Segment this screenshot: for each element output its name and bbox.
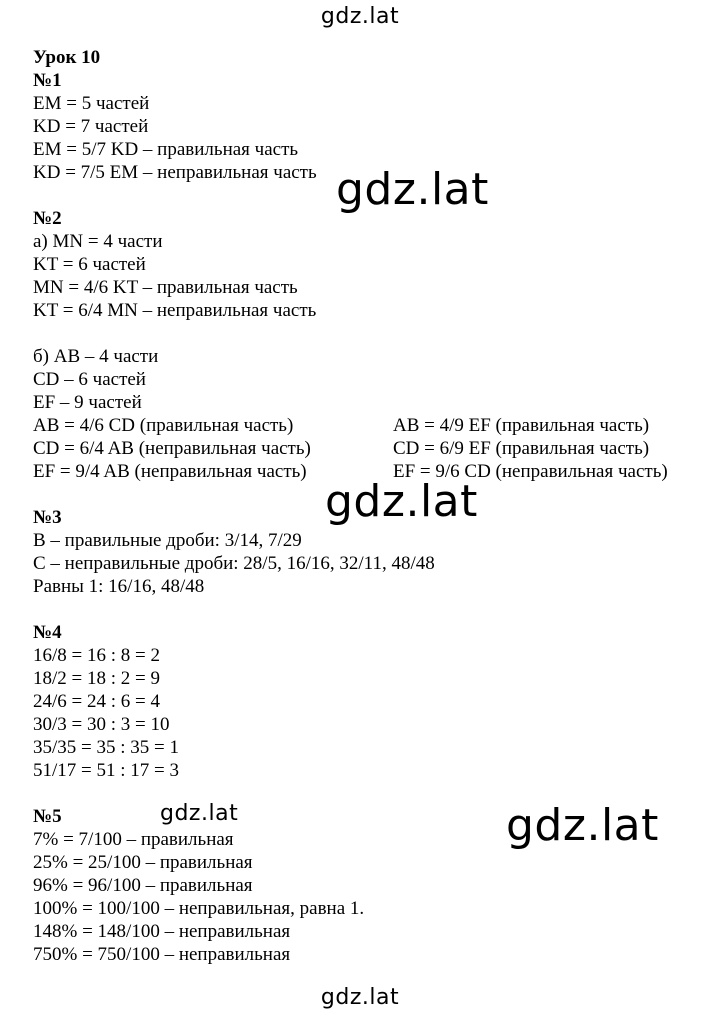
- watermark-large: gdz.lat: [336, 164, 489, 215]
- s3-line: В – правильные дроби: 3/14, 7/29: [33, 530, 302, 551]
- s2b-line: б) AB – 4 части: [33, 346, 159, 367]
- s5-line: 148% = 148/100 – неправильная: [33, 921, 291, 942]
- watermark-large: gdz.lat: [506, 800, 659, 851]
- s2-right: EF = 9/6 CD (неправильная часть): [393, 461, 668, 482]
- s2-left: CD = 6/4 AB (неправильная часть): [33, 438, 311, 459]
- s5-line: 96% = 96/100 – правильная: [33, 875, 253, 896]
- s1-line: EM = 5/7 KD – правильная часть: [33, 139, 299, 160]
- s2-left: EF = 9/4 AB (неправильная часть): [33, 461, 307, 482]
- s5-line: 750% = 750/100 – неправильная: [33, 944, 291, 965]
- s3-line: С – неправильные дроби: 28/5, 16/16, 32/11, 48/48: [33, 553, 435, 574]
- section-3-heading: №3: [33, 507, 62, 528]
- s2a-line: KT = 6/4 MN – неправильная часть: [33, 300, 317, 321]
- s4-line: 30/3 = 30 : 3 = 10: [33, 714, 170, 735]
- section-5-heading: №5: [33, 806, 62, 827]
- s2b-line: EF – 9 частей: [33, 392, 142, 413]
- s2b-line: CD – 6 частей: [33, 369, 146, 390]
- lesson-title: Урок 10: [33, 47, 101, 68]
- s2a-line: MN = 4/6 KT – правильная часть: [33, 277, 298, 298]
- s2-right: CD = 6/9 EF (правильная часть): [393, 438, 650, 459]
- section-4-heading: №4: [33, 622, 62, 643]
- s5-line: 25% = 25/100 – правильная: [33, 852, 253, 873]
- s2a-line: а) MN = 4 части: [33, 231, 163, 252]
- section-1-heading: №1: [33, 70, 62, 91]
- s4-line: 18/2 = 18 : 2 = 9: [33, 668, 160, 689]
- watermark-bottom: gdz.lat: [320, 985, 400, 1010]
- s3-line: Равны 1: 16/16, 48/48: [33, 576, 205, 597]
- s1-line: KD = 7/5 EM – неправильная часть: [33, 162, 317, 183]
- s2-comparison-row: [33, 414, 693, 437]
- s1-line: KD = 7 частей: [33, 116, 149, 137]
- watermark-large: gdz.lat: [325, 476, 478, 527]
- s1-line: EM = 5 частей: [33, 93, 150, 114]
- s4-line: 24/6 = 24 : 6 = 4: [33, 691, 160, 712]
- watermark-small: gdz.lat: [160, 801, 239, 826]
- s5-line: 100% = 100/100 – неправильная, равна 1.: [33, 898, 365, 919]
- s2-comparison-row: [33, 437, 693, 460]
- s4-line: 51/17 = 51 : 17 = 3: [33, 760, 179, 781]
- s2a-line: KT = 6 частей: [33, 254, 146, 275]
- s2-left: AB = 4/6 CD (правильная часть): [33, 415, 294, 436]
- section-2-heading: №2: [33, 208, 62, 229]
- s4-line: 16/8 = 16 : 8 = 2: [33, 645, 160, 666]
- watermark-top: gdz.lat: [320, 4, 400, 29]
- s2-right: AB = 4/9 EF (правильная часть): [393, 415, 650, 436]
- s4-line: 35/35 = 35 : 35 = 1: [33, 737, 179, 758]
- s5-line: 7% = 7/100 – правильная: [33, 829, 234, 850]
